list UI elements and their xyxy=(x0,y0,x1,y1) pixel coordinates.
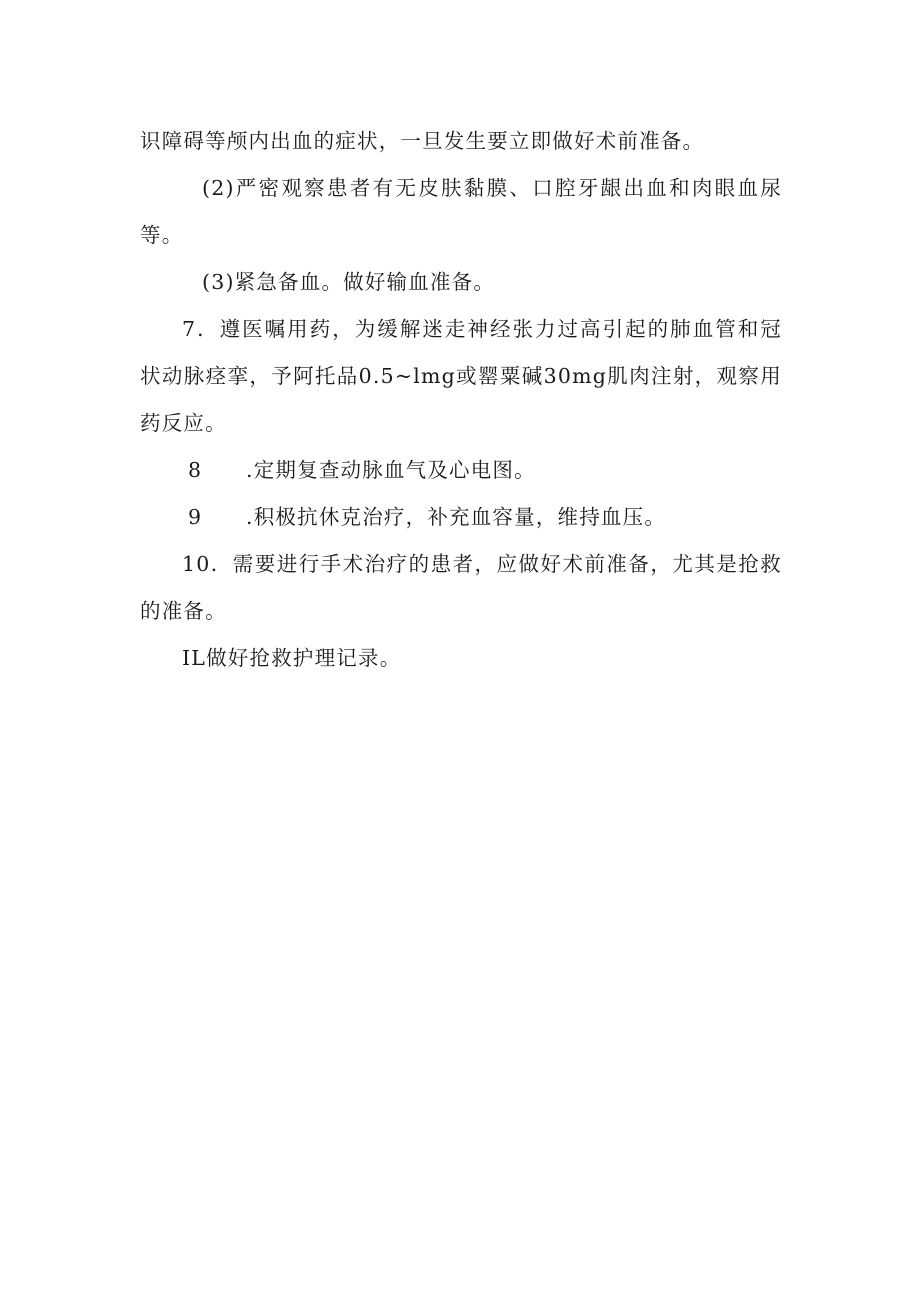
paragraph-item-2: (2)严密观察患者有无皮肤黏膜、口腔牙龈出血和肉眼血尿等。 xyxy=(140,176,782,247)
paragraph-continuation: 识障碍等颅内出血的症状，一旦发生要立即做好术前准备。 xyxy=(140,129,705,153)
paragraph-item-11: IL做好抢救护理记录。 xyxy=(182,646,402,670)
paragraph-item-9 xyxy=(140,494,782,541)
document-body xyxy=(140,118,782,682)
paragraph-item-10: 10．需要进行手术治疗的患者，应做好术前准备，尤其是抢救的准备。 xyxy=(140,552,782,623)
item-number: 9 xyxy=(188,505,203,529)
paragraph-item-8 xyxy=(140,447,782,494)
paragraph-item-7: 7．遵医嘱用药，为缓解迷走神经张力过高引起的肺血管和冠状动脉痉挛，予阿托品0.5~lmg或罂粟碱30mg肌肉注射，观察用药反应。 xyxy=(140,317,782,435)
item-number: 8 xyxy=(188,458,203,482)
item-text: .积极抗休克治疗，补充血容量，维持血压。 xyxy=(246,505,667,529)
item-text: .定期复查动脉血气及心电图。 xyxy=(246,458,536,482)
paragraph-item-3: (3)紧急备血。做好输血准备。 xyxy=(202,270,496,294)
